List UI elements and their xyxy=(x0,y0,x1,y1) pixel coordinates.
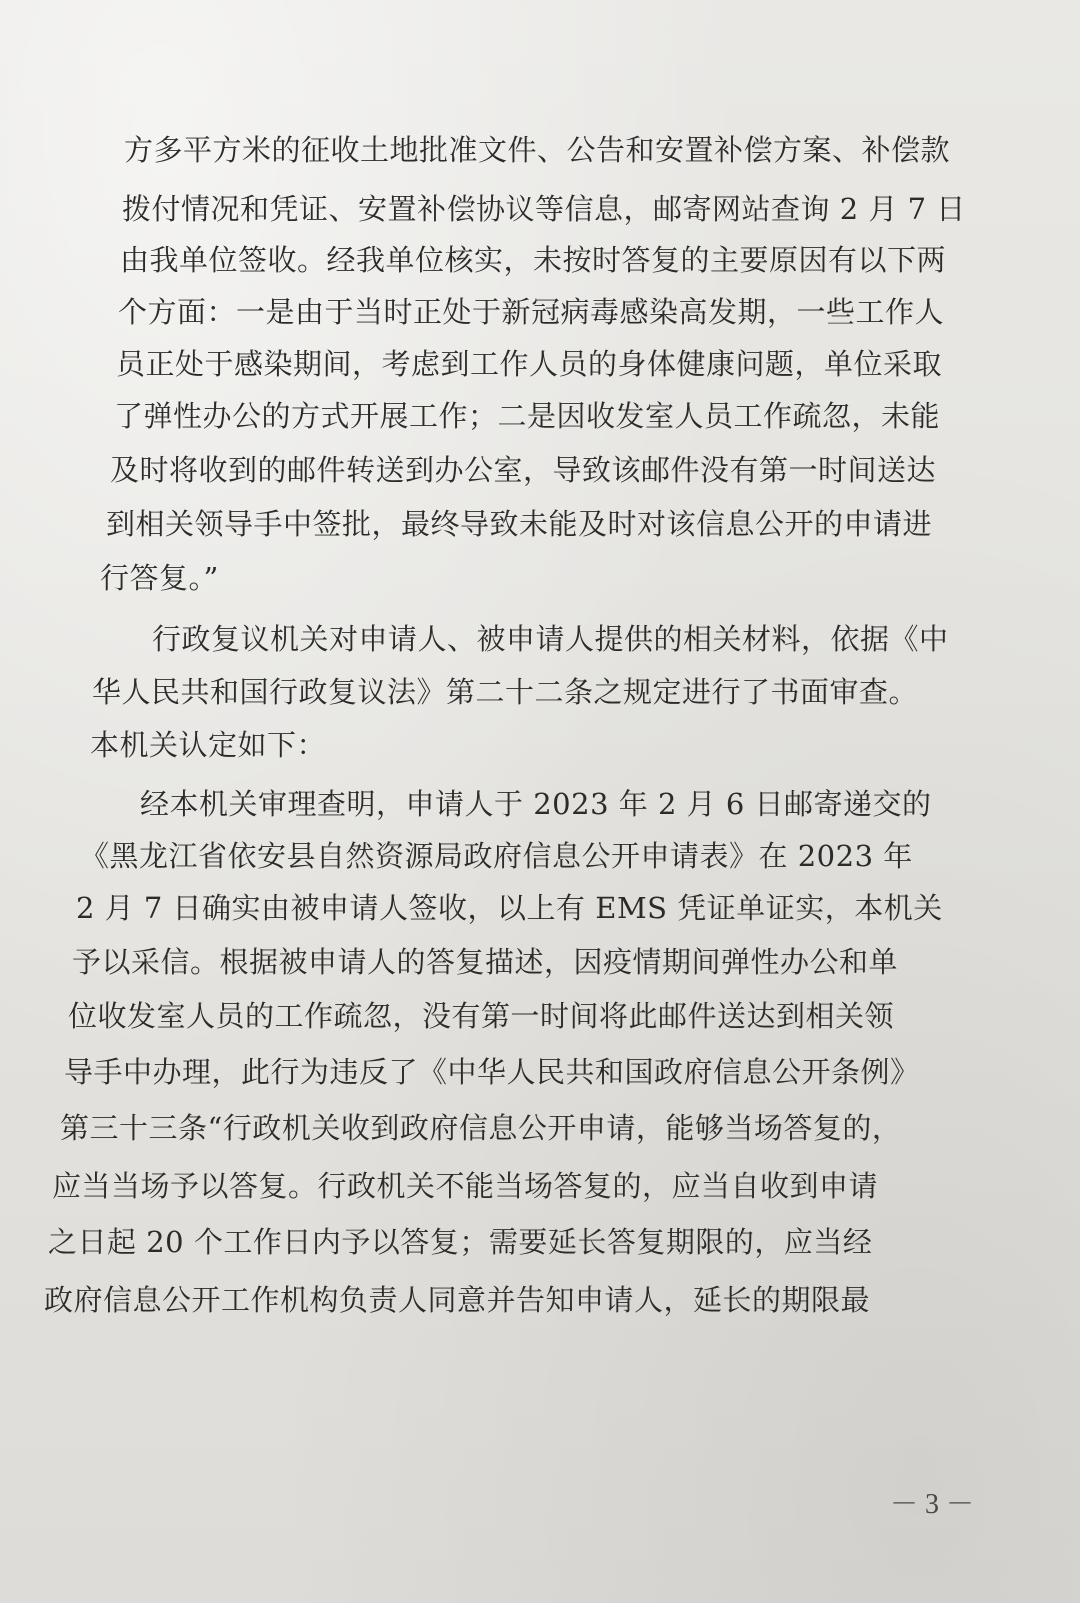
text-line-4: 个方面：一是由于当时正处于新冠病毒感染高发期，一些工作人 xyxy=(118,295,945,329)
text-line-21: 之日起 20 个工作日内予以答复；需要延长答复期限的，应当经 xyxy=(48,1225,873,1259)
text-line-3: 由我单位签收。经我单位核实，未按时答复的主要原因有以下两 xyxy=(120,243,947,277)
text-line-13: 经本机关审理查明，申请人于 2023 年 2 月 6 日邮寄递交的 xyxy=(140,787,932,821)
text-line-1: 方多平方米的征收土地批准文件、公告和安置补偿方案、补偿款 xyxy=(124,133,951,167)
text-line-11: 华人民共和国行政复议法》第二十二条之规定进行了书面审查。 xyxy=(92,675,919,709)
text-line-18: 导手中办理，此行为违反了《中华人民共和国政府信息公开条例》 xyxy=(64,1055,920,1089)
text-line-7: 及时将收到的邮件转送到办公室，导致该邮件没有第一时间送达 xyxy=(110,453,937,487)
text-line-22: 政府信息公开工作机构负责人同意并告知申请人，延长的期限最 xyxy=(44,1283,871,1317)
text-line-5: 员正处于感染期间，考虑到工作人员的身体健康问题，单位采取 xyxy=(116,347,943,381)
text-line-19: 第三十三条“行政机关收到政府信息公开申请，能够当场答复的， xyxy=(60,1111,902,1145)
text-line-15: 2 月 7 日确实由被申请人签收，以上有 EMS 凭证单证实，本机关 xyxy=(76,891,943,925)
page-number: － 3 － xyxy=(890,1489,975,1520)
text-line-12: 本机关认定如下： xyxy=(90,728,327,762)
text-line-2: 拨付情况和凭证、安置补偿协议等信息，邮寄网站查询 2 月 7 日 xyxy=(122,192,966,226)
text-line-8: 到相关领导手中签批，最终导致未能及时对该信息公开的申请进 xyxy=(106,507,933,541)
text-line-16: 予以采信。根据被申请人的答复描述，因疫情期间弹性办公和单 xyxy=(72,945,899,979)
text-line-9: 行答复。” xyxy=(100,561,219,595)
text-line-20: 应当当场予以答复。行政机关不能当场答复的，应当自收到申请 xyxy=(52,1169,879,1203)
text-line-17: 位收发室人员的工作疏忽，没有第一时间将此邮件送达到相关领 xyxy=(68,999,895,1033)
text-line-6: 了弹性办公的方式开展工作；二是因收发室人员工作疏忽，未能 xyxy=(114,399,941,433)
text-line-14: 《黑龙江省依安县自然资源局政府信息公开申请表》在 2023 年 xyxy=(80,839,913,873)
text-line-10: 行政复议机关对申请人、被申请人提供的相关材料，依据《中 xyxy=(152,622,949,656)
